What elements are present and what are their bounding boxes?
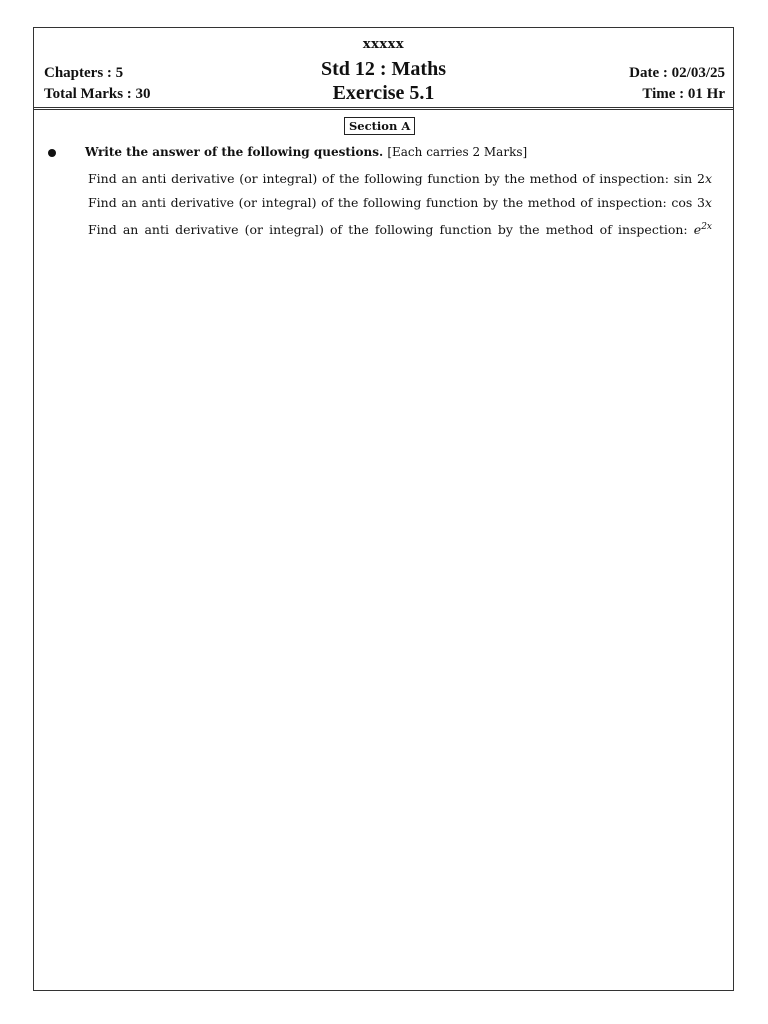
question-2 bbox=[88, 195, 712, 210]
instruction-text: Write the answer of the following questions. bbox=[85, 145, 384, 159]
date-info: Date : 02/03/25 bbox=[629, 65, 725, 81]
total-marks-info: Total Marks : 30 bbox=[44, 86, 151, 102]
exercise-title: Exercise 5.1 bbox=[332, 82, 435, 104]
time-info: Time : 01 Hr bbox=[642, 86, 725, 102]
question-2-function: cos 3x bbox=[671, 195, 712, 210]
chapters-info: Chapters : 5 bbox=[44, 65, 124, 81]
section-label: Section A bbox=[344, 117, 415, 135]
exam-header bbox=[34, 28, 733, 106]
std-title: Std 12 : Maths bbox=[320, 58, 446, 80]
marks-note: [Each carries 2 Marks] bbox=[387, 145, 528, 159]
page-frame bbox=[33, 27, 734, 991]
question-3 bbox=[88, 222, 712, 237]
question-3-function: $e^{2x}$ bbox=[693, 222, 712, 238]
section-instruction bbox=[85, 145, 527, 159]
header-divider bbox=[34, 107, 733, 110]
school-name: xxxxx bbox=[362, 37, 405, 52]
question-1-text: Find an anti derivative (or integral) of the following function by the method of inspection: bbox=[88, 171, 669, 186]
question-1 bbox=[88, 171, 712, 186]
question-1-function: sin 2x bbox=[673, 171, 712, 186]
question-2-text: Find an anti derivative (or integral) of the following function by the method of inspection: bbox=[88, 195, 667, 210]
question-3-text: Find an anti derivative (or integral) of the following function by the method of inspection: bbox=[88, 222, 688, 238]
bullet-icon bbox=[48, 149, 56, 157]
